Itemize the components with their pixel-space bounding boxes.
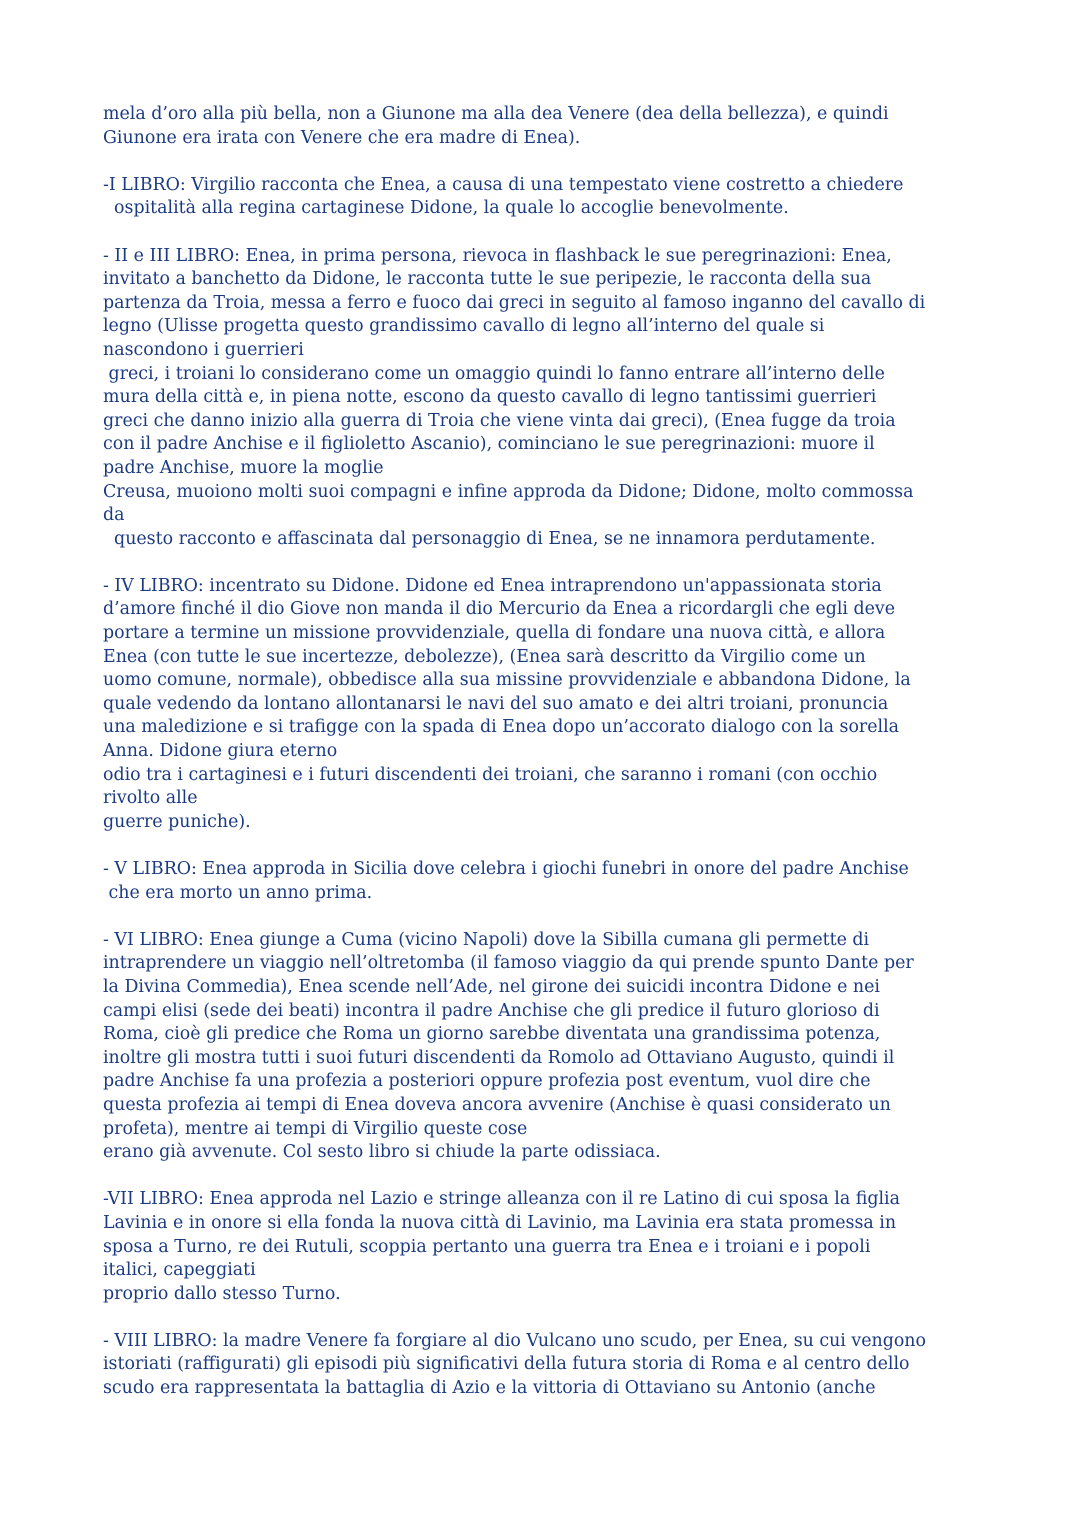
text-line: profeta), mentre ai tempi di Virgilio queste cose (103, 1118, 528, 1139)
text-line: quale vedendo da lontano allontanarsi le navi del suo amato e dei altri troiani, pronuncia (103, 693, 889, 714)
text-line: Lavinia e in onore si ella fonda la nuova città di Lavinio, ma Lavinia era stata promessa in (103, 1212, 897, 1233)
text-line: nascondono i guerrieri (103, 339, 304, 360)
text-line: rivolto alle (103, 788, 198, 809)
text-line: Giunone era irata con Venere che era madre di Enea). (103, 127, 581, 148)
text-line: che era morto un anno prima. (103, 882, 373, 903)
text-line: greci, i troiani lo considerano come un omaggio quindi lo fanno entrare all’interno delle (103, 363, 885, 384)
text-line: con il padre Anchise e il figlioletto Ascanio), cominciano le sue peregrinazioni: muore il (103, 434, 875, 455)
text-line: proprio dallo stesso Turno. (103, 1283, 341, 1304)
text-line: ospitalità alla regina cartaginese Didone, la quale lo accoglie benevolmente. (103, 198, 789, 219)
paragraph-libro-7 (103, 1188, 1003, 1306)
paragraph-libro-8 (103, 1330, 1003, 1401)
text-line: guerre puniche). (103, 811, 251, 832)
text-line: - IV LIBRO: incentrato su Didone. Didone ed Enea intraprendono un'appassionata storia (103, 575, 882, 596)
text-line: campi elisi (sede dei beati) incontra il padre Anchise che gli predice il futuro glorioso di (103, 1000, 880, 1021)
text-line: inoltre gli mostra tutti i suoi futuri discendenti da Romolo ad Ottaviano Augusto, quindi il (103, 1047, 895, 1068)
paragraph-libro-5 (103, 858, 1003, 905)
text-line: -I LIBRO: Virgilio racconta che Enea, a causa di una tempestato viene costretto a chiedere (103, 174, 904, 195)
paragraph-libro-4 (103, 575, 1003, 835)
text-line: odio tra i cartaginesi e i futuri discendenti dei troiani, che saranno i romani (con occhio (103, 764, 878, 785)
text-line: - V LIBRO: Enea approda in Sicilia dove celebra i giochi funebri in onore del padre Anchise (103, 859, 909, 879)
text-line: greci che danno inizio alla guerra di Troia che viene vinta dai greci), (Enea fugge da troia (103, 410, 896, 431)
text-line: scudo era rappresentata la battaglia di Azio e la vittoria di Ottaviano su Antonio (anche (103, 1378, 876, 1399)
text-line: istoriati (raffigurati) gli episodi più significativi della futura storia di Roma e al centro dello (103, 1354, 910, 1375)
document-page (103, 103, 1003, 1424)
text-line: padre Anchise, muore la moglie (103, 457, 384, 478)
text-line: una maledizione e si trafigge con la spada di Enea dopo un’accorato dialogo con la sorella (103, 717, 900, 738)
text-line: - VIII LIBRO: la madre Venere fa forgiare al dio Vulcano uno scudo, per Enea, su cui vengono (103, 1330, 926, 1351)
text-line: da (103, 505, 125, 526)
text-line: questa profezia ai tempi di Enea doveva ancora avvenire (Anchise è quasi considerato un (103, 1094, 891, 1115)
paragraph-libro-2-3 (103, 245, 1003, 552)
text-line: Anna. Didone giura eterno (103, 741, 338, 762)
text-line: la Divina Commedia), Enea scende nell’Ade, nel girone dei suicidi incontra Didone e nei (103, 976, 880, 997)
text-line: questo racconto e affascinata dal personaggio di Enea, se ne innamora perdutamente. (103, 528, 876, 549)
text-line: mura della città e, in piena notte, escono da questo cavallo di legno tantissimi guerrieri (103, 387, 877, 408)
paragraph-libro-6 (103, 929, 1003, 1165)
text-line: mela d’oro alla più bella, non a Giunone ma alla dea Venere (dea della bellezza), e quindi (103, 104, 889, 124)
text-line: italici, capeggiati (103, 1260, 256, 1281)
text-line: Enea (con tutte le sue incertezze, debolezze), (Enea sarà descritto da Virgilio come un (103, 646, 866, 667)
text-line: - II e III LIBRO: Enea, in prima persona, rievoca in flashback le sue peregrinazioni: Enea, (103, 245, 892, 266)
paragraph-libro-1 (103, 174, 1003, 221)
text-line: Creusa, muoiono molti suoi compagni e infine approda da Didone; Didone, molto commossa (103, 481, 914, 502)
text-line: legno (Ulisse progetta questo grandissimo cavallo di legno all’interno del quale si (103, 316, 825, 337)
text-line: partenza da Troia, messa a ferro e fuoco dai greci in seguito al famoso inganno del cavallo di (103, 292, 926, 313)
text-line: invitato a banchetto da Didone, le racconta tutte le sue peripezie, le racconta della sua (103, 269, 872, 290)
text-line: portare a termine un missione provvidenziale, quella di fondare una nuova città, e allora (103, 623, 886, 644)
text-line: sposa a Turno, re dei Rutuli, scoppia pertanto una guerra tra Enea e i troiani e i popoli (103, 1236, 871, 1257)
paragraph-intro-continuation (103, 103, 1003, 150)
text-line: uomo comune, normale), obbedisce alla sua missine provvidenziale e abbandona Didone, la (103, 670, 911, 691)
text-line: Roma, cioè gli predice che Roma un giorno sarebbe diventata una grandissima potenza, (103, 1024, 881, 1045)
text-line: intraprendere un viaggio nell’oltretomba (il famoso viaggio da qui prende spunto Dante per (103, 953, 914, 974)
text-line: padre Anchise fa una profezia a posteriori oppure profezia post eventum, vuol dire che (103, 1071, 871, 1092)
text-line: erano già avvenute. Col sesto libro si chiude la parte odissiaca. (103, 1142, 661, 1163)
text-line: - VI LIBRO: Enea giunge a Cuma (vicino Napoli) dove la Sibilla cumana gli permette di (103, 929, 870, 950)
text-line: d’amore finché il dio Giove non manda il dio Mercurio da Enea a ricordargli che egli deve (103, 599, 896, 620)
text-line: -VII LIBRO: Enea approda nel Lazio e stringe alleanza con il re Latino di cui sposa la figlia (103, 1189, 900, 1210)
